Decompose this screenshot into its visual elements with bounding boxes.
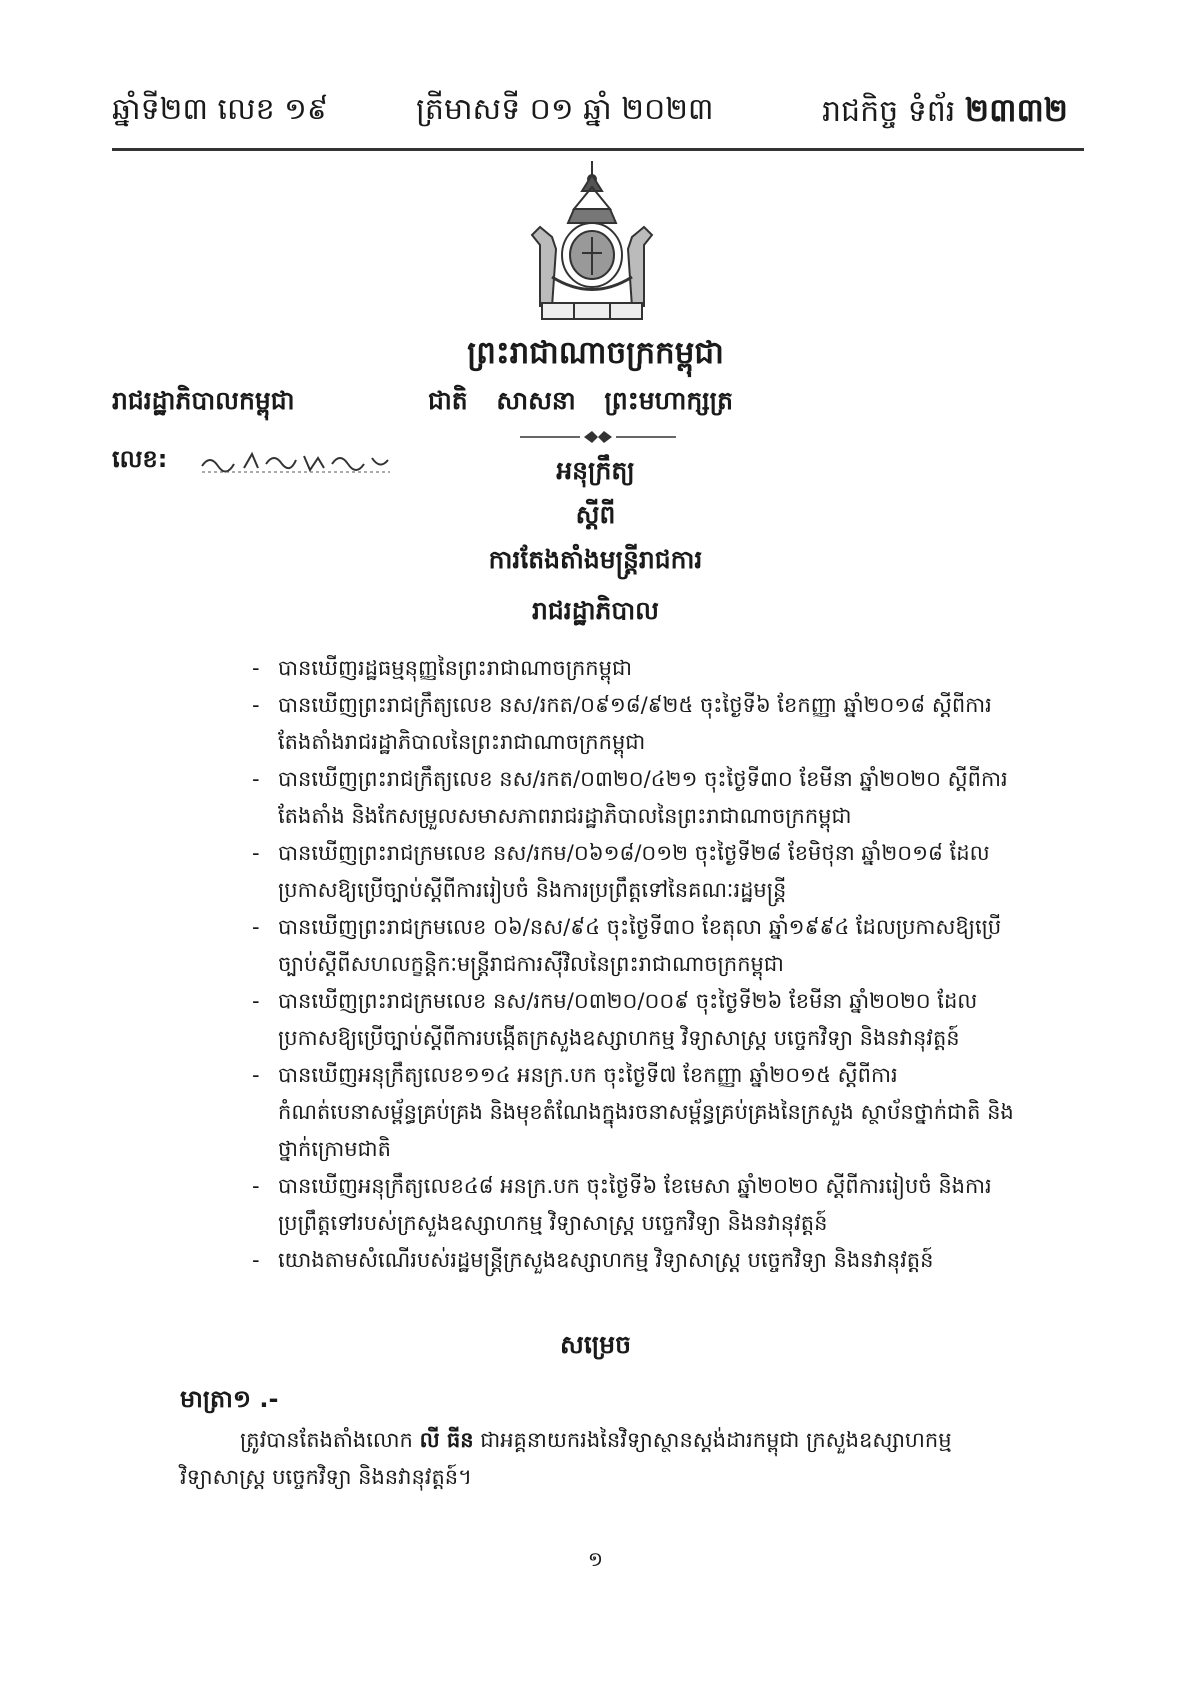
article-1-body xyxy=(180,1422,1020,1496)
consideration-item: - បានឃើញព្រះរាជក្រមលេខ នស/រកម/០៣២០/០០៩ ចុះថ្ងៃទី២៦ ខែមីនា ឆ្នាំ២០២០ ដែលប្រកាសឱ្យប្រើច្បាប់ស្តីពីការបង្កើតក្រសួងឧស្សាហកម្ម វិទ្យាសាស្ត្រ បច្ចេកវិទ្យា និងនវានុវត្តន៍ xyxy=(250,983,1030,1057)
consideration-item: - បានឃើញព្រះរាជក្រឹត្យលេខ នស/រកត/០៣២០/៤២១ ចុះថ្ងៃទី៣០ ខែមីនា ឆ្នាំ២០២០ ស្តីពីការតែងតាំង និងកែសម្រួលសមាសភាពរាជរដ្ឋាភិបាលនៃព្រះរាជាណាចក្រកម្ពុជា xyxy=(250,761,1030,835)
gazette-issue: ឆ្នាំទី២៣ លេខ ១៩ xyxy=(112,92,329,127)
document-issuer: រាជរដ្ឋាភិបាល xyxy=(532,596,659,625)
consideration-item: - បានឃើញព្រះរាជក្រឹត្យលេខ នស/រកត/០៩១៨/៩២៥ ចុះថ្ងៃទី៦ ខែកញ្ញា ឆ្នាំ២០១៨ ស្តីពីការតែងតាំងរាជរដ្ឋាភិបាលនៃព្រះរាជាណាចក្រកម្ពុជា xyxy=(250,687,1030,761)
consideration-item: - បានឃើញអនុក្រឹត្យលេខ១១៤ អនក្រ.បក ចុះថ្ងៃទី៧ ខែកញ្ញា ឆ្នាំ២០១៥ ស្តីពីការកំណត់បេនាសម្ព័ន្ធគ្រប់គ្រង និងមុខតំណែងក្នុងរចនាសម្ព័ន្ធគ្រប់គ្រងនៃក្រសួង ស្ថាប័នថ្នាក់ជាតិ និងថ្នាក់ក្រោមជាតិ xyxy=(250,1057,1030,1168)
consideration-item: - បានឃើញព្រះរាជក្រមលេខ ០៦/នស/៩៤ ចុះថ្ងៃទី៣០ ខែតុលា ឆ្នាំ១៩៩៤ ដែលប្រកាសឱ្យប្រើច្បាប់ស្តីពីសហលក្ខន្តិកៈមន្ត្រីរាជការស៊ីវិលនៃព្រះរាជាណាចក្រកម្ពុជា xyxy=(250,909,1030,983)
article-body-intro: ត្រូវបានតែងតាំងលោក xyxy=(240,1428,420,1452)
gazette-page xyxy=(822,90,1068,137)
consideration-item: - បានឃើញអនុក្រឹត្យលេខ៤៨ អនក្រ.បក ចុះថ្ងៃទី៦ ខែមេសា ឆ្នាំ២០២០ ស្តីពីការរៀបចំ និងការប្រព្រឹត្តទៅរបស់ក្រសួងឧស្សាហកម្ម វិទ្យាសាស្ត្រ បច្ចេកវិទ្យា និងនវានុវត្តន៍ xyxy=(250,1168,1030,1242)
reference-number-label: លេខ: xyxy=(112,445,168,473)
document-subject: ការតែងតាំងមន្ត្រីរាជការ xyxy=(488,545,703,574)
page-number: ១ xyxy=(587,1547,604,1571)
decision-heading: សម្រេច xyxy=(560,1330,631,1359)
consideration-item: - បានឃើញរដ្ឋធម្មនុញ្ញនៃព្រះរាជាណាចក្រកម្ពុជា xyxy=(250,650,1030,687)
header-divider xyxy=(112,148,1084,151)
article-body-rest: ជាអគ្គនាយករងនៃវិទ្យាស្ថានស្តង់ដារកម្ពុជា ក្រសួងឧស្សាហកម្ម វិទ្យាសាស្ត្រ បច្ចេកវិទ្យា និងនវានុវត្តន៍។ xyxy=(180,1428,952,1489)
ornament-divider-icon xyxy=(518,428,678,446)
appointee-name: លី ធីន xyxy=(419,1428,474,1452)
consideration-item: - បានឃើញព្រះរាជក្រមលេខ នស/រកម/០៦១៨/០១២ ចុះថ្ងៃទី២៨ ខែមិថុនា ឆ្នាំ២០១៨ ដែលប្រកាសឱ្យប្រើច្បាប់ស្តីពីការរៀបចំ និងការប្រព្រឹត្តទៅនៃគណៈរដ្ឋមន្ត្រី xyxy=(250,835,1030,909)
document-type: អនុក្រឹត្យ xyxy=(556,456,635,485)
considerations-list xyxy=(250,650,1030,1279)
document-about: ស្តីពី xyxy=(575,500,616,529)
gazette-page-number: ២៣៣២ xyxy=(964,91,1068,129)
article-1-label: មាត្រា១ .- xyxy=(180,1385,279,1413)
national-motto: ជាតិ សាសនា ព្រះមហាក្សត្រ xyxy=(428,386,733,415)
gazette-page-label: រាជកិច្ច ទំព័រ xyxy=(822,94,956,129)
kingdom-title: ព្រះរាជាណាចក្រកម្ពុជា xyxy=(467,335,724,371)
gazette-quarter: ត្រីមាសទី ០១ ឆ្នាំ ២០២៣ xyxy=(416,92,714,127)
royal-emblem-icon xyxy=(512,157,672,325)
consideration-item: - យោងតាមសំណើរបស់រដ្ឋមន្ត្រីក្រសួងឧស្សាហកម្ម វិទ្យាសាស្ត្រ បច្ចេកវិទ្យា និងនវានុវត្តន៍ xyxy=(250,1242,1030,1279)
issuing-government: រាជរដ្ឋាភិបាលកម្ពុជា xyxy=(112,386,295,415)
